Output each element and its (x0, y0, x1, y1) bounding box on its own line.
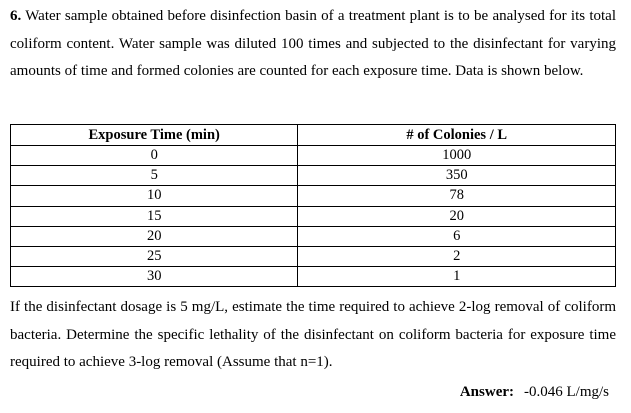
table-row (11, 226, 616, 246)
answer-line (460, 384, 609, 401)
cell-colonies: 1 (298, 267, 616, 287)
table-row (11, 246, 616, 266)
table-header-row (11, 125, 616, 146)
cell-colonies: 20 (298, 206, 616, 226)
table-row (11, 186, 616, 206)
cell-time: 25 (11, 246, 298, 266)
header-exposure-time: Exposure Time (min) (11, 125, 298, 146)
question-followup: If the disinfectant dosage is 5 mg/L, estimate the time required to achieve 2-log removal of coliform bacteria. Determine the specific lethality of the disinfectant on coliform bacteria for exposure time required to achieve 3-log removal (Assume that n=1). (10, 299, 616, 370)
cell-colonies: 1000 (298, 146, 616, 166)
table-row (11, 267, 616, 287)
answer-label: Answer: (459, 384, 514, 400)
cell-time: 10 (11, 186, 298, 206)
answer-value: -0.046 L/mg/s (524, 384, 609, 400)
question-intro (10, 3, 616, 86)
cell-colonies: 2 (298, 246, 616, 266)
table-row (11, 166, 616, 186)
data-table (10, 124, 616, 287)
header-colonies: # of Colonies / L (298, 125, 616, 146)
cell-time: 15 (11, 206, 298, 226)
question-number: 6. (10, 8, 22, 24)
table-row (11, 206, 616, 226)
cell-time: 5 (11, 166, 298, 186)
cell-time: 0 (11, 146, 298, 166)
cell-time: 20 (11, 226, 298, 246)
cell-colonies: 6 (298, 226, 616, 246)
table-row (11, 146, 616, 166)
cell-colonies: 78 (298, 186, 616, 206)
cell-colonies: 350 (298, 166, 616, 186)
question-intro-text: Water sample obtained before disinfection basin of a treatment plant is to be analysed for its total coliform content. Water sample was diluted 100 times and subjected to the disinfectant for varying amounts of time and formed colonies are counted for each exposure time. Data is shown below. (10, 8, 616, 79)
cell-time: 30 (11, 267, 298, 287)
